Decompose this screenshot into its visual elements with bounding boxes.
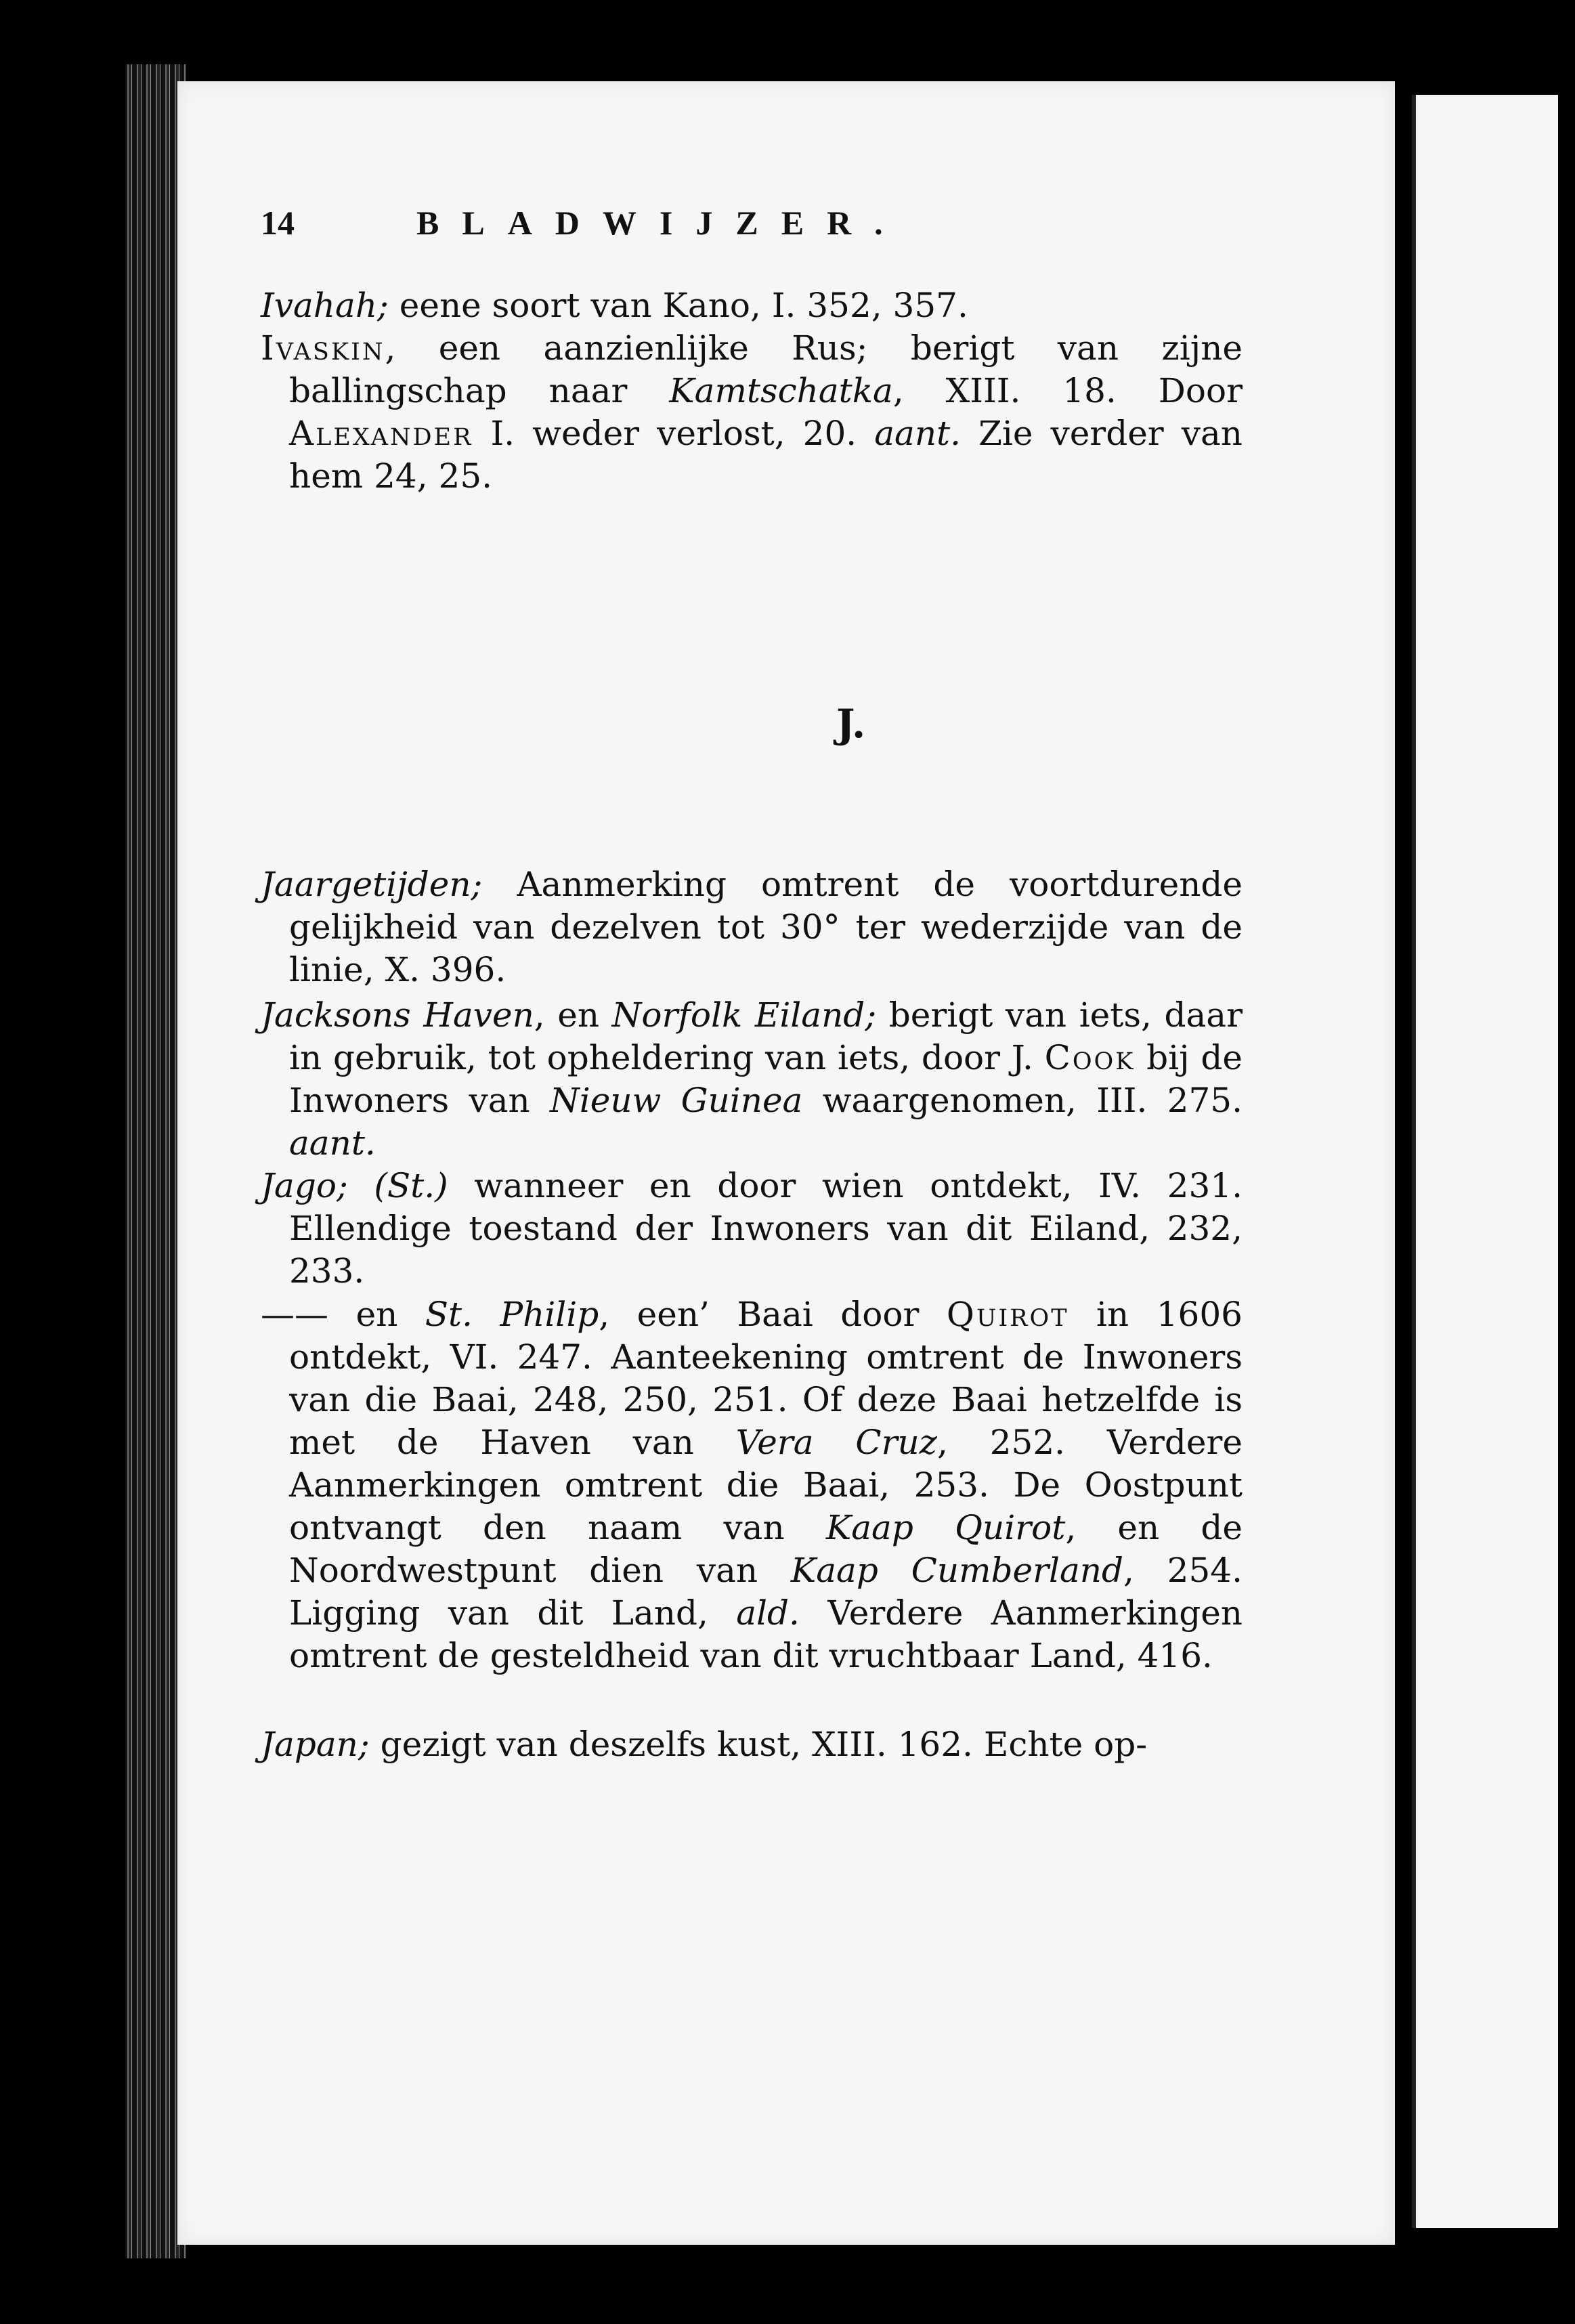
entry-text: Jago; (St.) wanneer en door wien ontdekt, IV. 231. Ellendige toestand der Inwoners van dit Eiland, 232, 233. [261,1166,1243,1291]
entry-text: Ivaskin, een aanzienlijke Rus; berigt van zijne ballingschap naar Kamtschatka, XIII. 18. Door Alexander I. weder verlost, 20. aant. Zie verder van hem 24, 25. [261,328,1243,496]
index-entry-ivaskin [261,327,1243,498]
entry-text: Japan; gezigt van deszelfs kust, XIII. 162. Echte op- [261,1725,1148,1764]
index-entry-st-philip [261,1293,1243,1677]
entry-text: —— en St. Philip, een’ Baai door Quirot in 1606 ontdekt, VI. 247. Aanteekening omtrent de Inwoners van die Baai, 248, 250, 251. Of deze Baai hetzelfde is met de Haven van Vera Cruz, 252. Verdere Aanmerkingen omtrent die Baai, 253. De Oostpunt ontvangt den naam van Kaap Quirot, en de Noordwestpunt dien van Kaap Cumberland, 254. Ligging van dit Land, ald. Verdere Aanmerkingen omtrent de gesteldheid van dit vruchtbaar Land, 416. [261,1295,1243,1675]
index-entry-jacksons-haven [261,994,1243,1165]
facing-page-edge [1412,95,1558,2228]
section-letter: J. [836,701,866,747]
page-number: 14 [261,204,295,242]
entry-text: Jacksons Haven, en Norfolk Eiland; berigt van iets, daar in gebruik, tot opheldering van iets, door J. Cook bij de Inwoners van Nieuw Guinea waargenomen, III. 275. aant. [261,995,1243,1163]
index-entry-jaargetijden [261,863,1243,991]
entry-text: Ivahah; eene soort van Kano, I. 352, 357. [261,286,968,325]
index-entry-jago [261,1165,1243,1293]
index-entry-japan [261,1723,1243,1766]
page-title: BLADWIJZER. [416,204,906,242]
index-entry-ivahah [261,284,1243,327]
entry-text: Jaargetijden; Aanmerking omtrent de voortdurende gelijkheid van dezelven tot 30° ter wederzijde van de linie, X. 396. [261,865,1243,989]
